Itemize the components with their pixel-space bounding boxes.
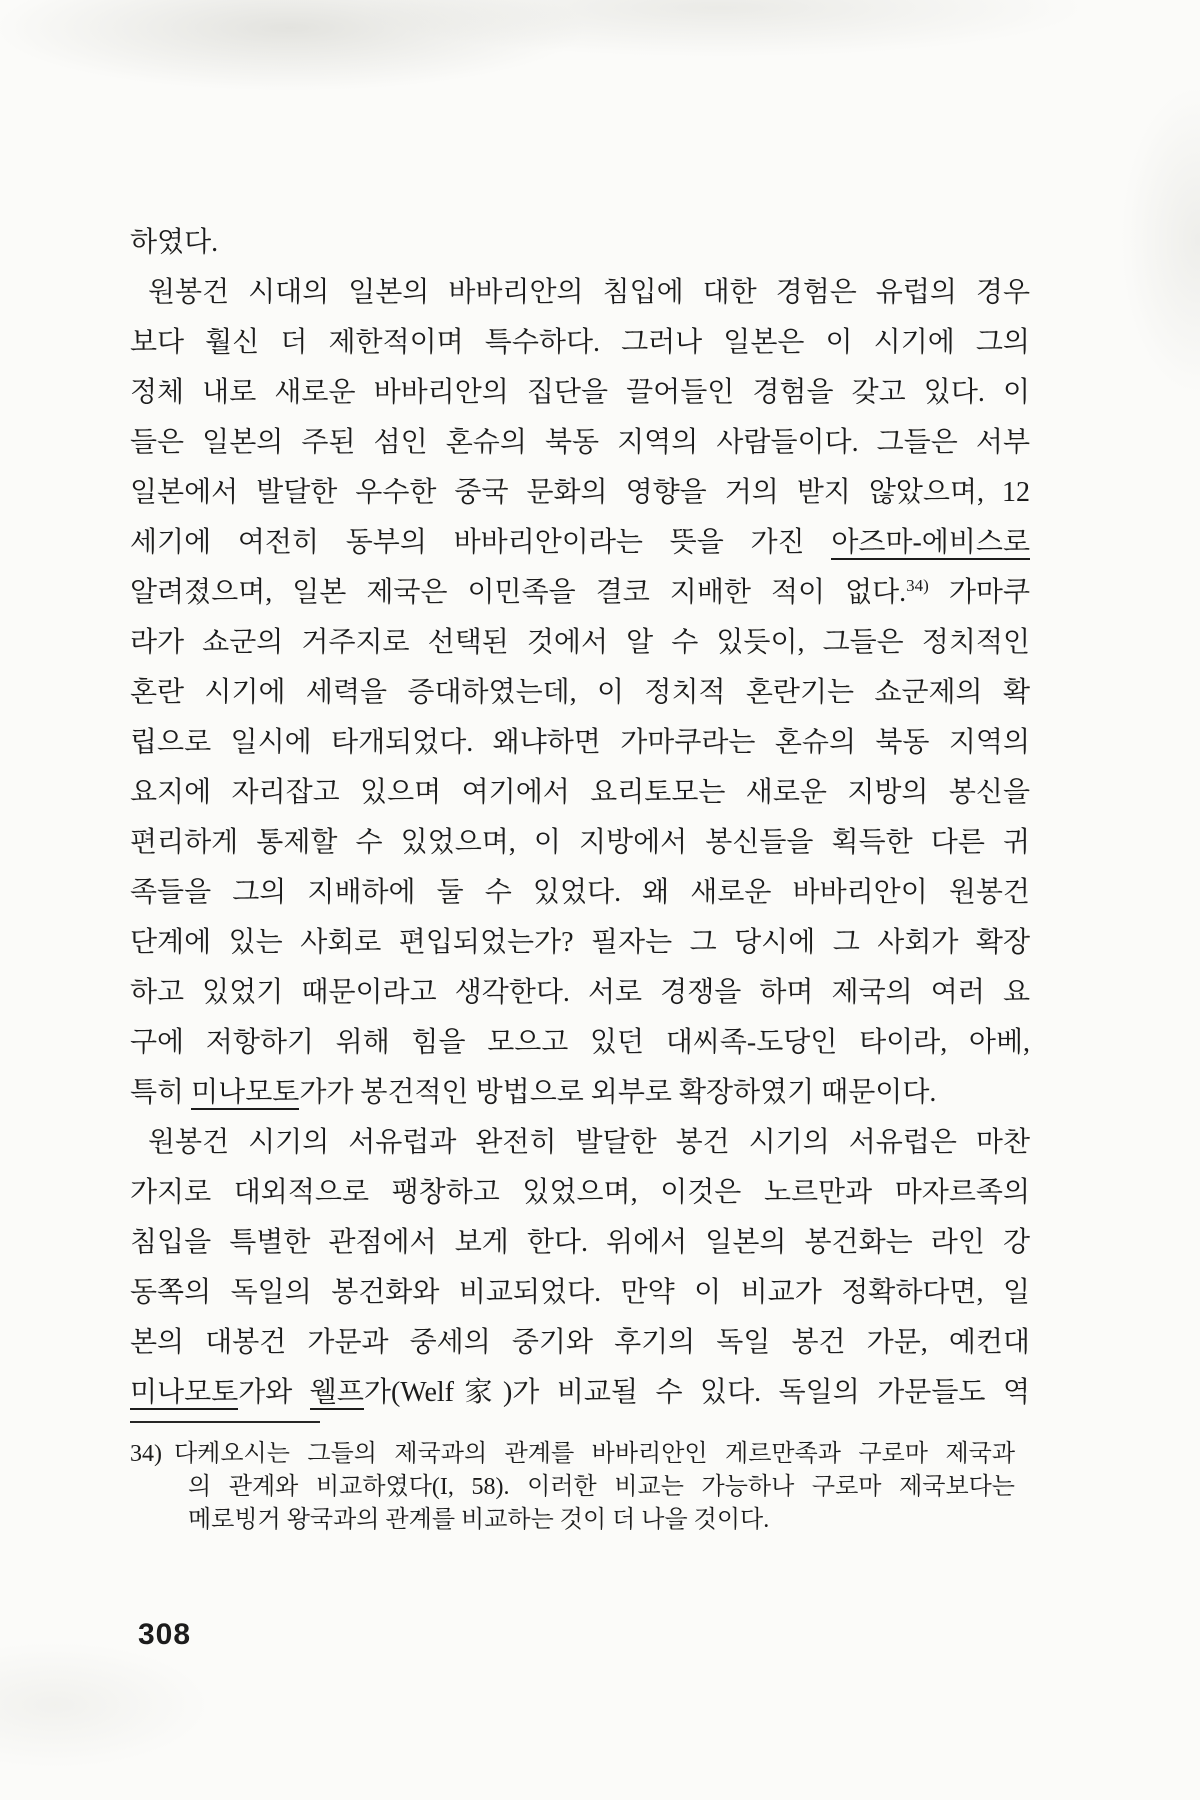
text-line: 침입을 특별한 관점에서 보게 한다. 위에서 일본의 봉건화는 라인 강: [130, 1227, 1030, 1258]
text-segment: 가마쿠: [928, 577, 1030, 608]
text-line: 혼란 시기에 세력을 증대하였는데, 이 정치적 혼란기는 쇼군제의 확: [130, 677, 1030, 708]
text-line: 원봉건 시대의 일본의 바바리안의 침입에 대한 경험은 유럽의 경우: [148, 277, 1030, 308]
footnote: [130, 1438, 1015, 1537]
footnote-line: [130, 1438, 1015, 1471]
text-line: [130, 1368, 1030, 1418]
text-line: 동쪽의 독일의 봉건화와 비교되었다. 만약 이 비교가 정확하다면, 일: [130, 1277, 1030, 1308]
text-line: 원봉건 시기의 서유럽과 완전히 발달한 봉건 시기의 서유럽은 마찬: [148, 1127, 1030, 1158]
text-segment: 가와: [238, 1377, 310, 1408]
page-number: 308: [138, 1618, 192, 1651]
text-line: 족들을 그의 지배하에 둘 수 있었다. 왜 새로운 바바리안이 원봉건: [130, 877, 1030, 908]
text-line: 구에 저항하기 위해 힘을 모으고 있던 대씨족-도당인 타이라, 아베,: [130, 1027, 1030, 1058]
main-text-block: [130, 218, 1030, 1418]
text-line: 하고 있었기 때문이라고 생각한다. 서로 경쟁을 하며 제국의 여러 요: [130, 977, 1030, 1008]
text-line: [130, 1068, 1030, 1118]
text-line: 정체 내로 새로운 바바리안의 집단을 끌어들인 경험을 갖고 있다. 이: [130, 377, 1030, 408]
underlined-term: 미나모토: [191, 1077, 300, 1108]
text-line: 들은 일본의 주된 섬인 혼슈의 북동 지역의 사람들이다. 그들은 서부: [130, 427, 1030, 458]
text-line: 일본에서 발달한 우수한 중국 문화의 영향을 거의 받지 않았으며, 12: [130, 477, 1030, 508]
text-line: [130, 568, 1030, 618]
text-line: 보다 훨신 더 제한적이며 특수하다. 그러나 일본은 이 시기에 그의: [130, 327, 1030, 358]
footnote-text: 다케오시는 그들의 제국과의 관계를 바바리안인 게르만족과 구로마 제국과: [174, 1441, 1015, 1467]
footnote-reference: 34): [906, 576, 929, 595]
footnote-line: 메로빙거 왕국과의 관계를 비교하는 것이 더 나을 것이다.: [188, 1507, 770, 1533]
text-line: 편리하게 통제할 수 있었으며, 이 지방에서 봉신들을 획득한 다른 귀: [130, 827, 1030, 858]
text-line: 가지로 대외적으로 팽창하고 있었으며, 이것은 노르만과 마자르족의: [130, 1177, 1030, 1208]
footnote-separator: [130, 1421, 320, 1423]
underlined-term: 미나모토: [130, 1377, 239, 1408]
text-line: 라가 쇼군의 거주지로 선택된 것에서 알 수 있듯이, 그들은 정치적인: [130, 627, 1030, 658]
text-line: 립으로 일시에 타개되었다. 왜냐하면 가마쿠라는 혼슈의 북동 지역의: [130, 727, 1030, 758]
text-line: [130, 518, 1030, 568]
text-segment: 세기에 여전히 동부의 바바리안이라는 뜻을 가진: [130, 527, 832, 558]
text-segment: 가(Welf家)가 비교될 수 있다. 독일의 가문들도 역: [363, 1377, 1030, 1408]
text-segment: 알려졌으며, 일본 제국은 이민족을 결코 지배한 적이 없다.: [130, 577, 907, 608]
text-line: 본의 대봉건 가문과 중세의 중기와 후기의 독일 봉건 가문, 예컨대: [130, 1327, 1030, 1358]
footnote-line: 의 관계와 비교하였다(I, 58). 이러한 비교는 가능하나 구로마 제국보다는: [188, 1474, 1015, 1500]
text-segment: 특히: [130, 1077, 192, 1108]
underlined-term: 아즈마-에비스로: [831, 527, 1030, 558]
footnote-marker: 34): [130, 1441, 162, 1467]
text-line: 요지에 자리잡고 있으며 여기에서 요리토모는 새로운 지방의 봉신을: [130, 777, 1030, 808]
underlined-term: 웰프: [309, 1377, 364, 1408]
text-line: 단계에 있는 사회로 편입되었는가? 필자는 그 당시에 그 사회가 확장: [130, 927, 1030, 958]
text-line: 하였다.: [130, 227, 219, 258]
text-segment: 가가 봉건적인 방법으로 외부로 확장하였기 때문이다.: [299, 1077, 937, 1108]
